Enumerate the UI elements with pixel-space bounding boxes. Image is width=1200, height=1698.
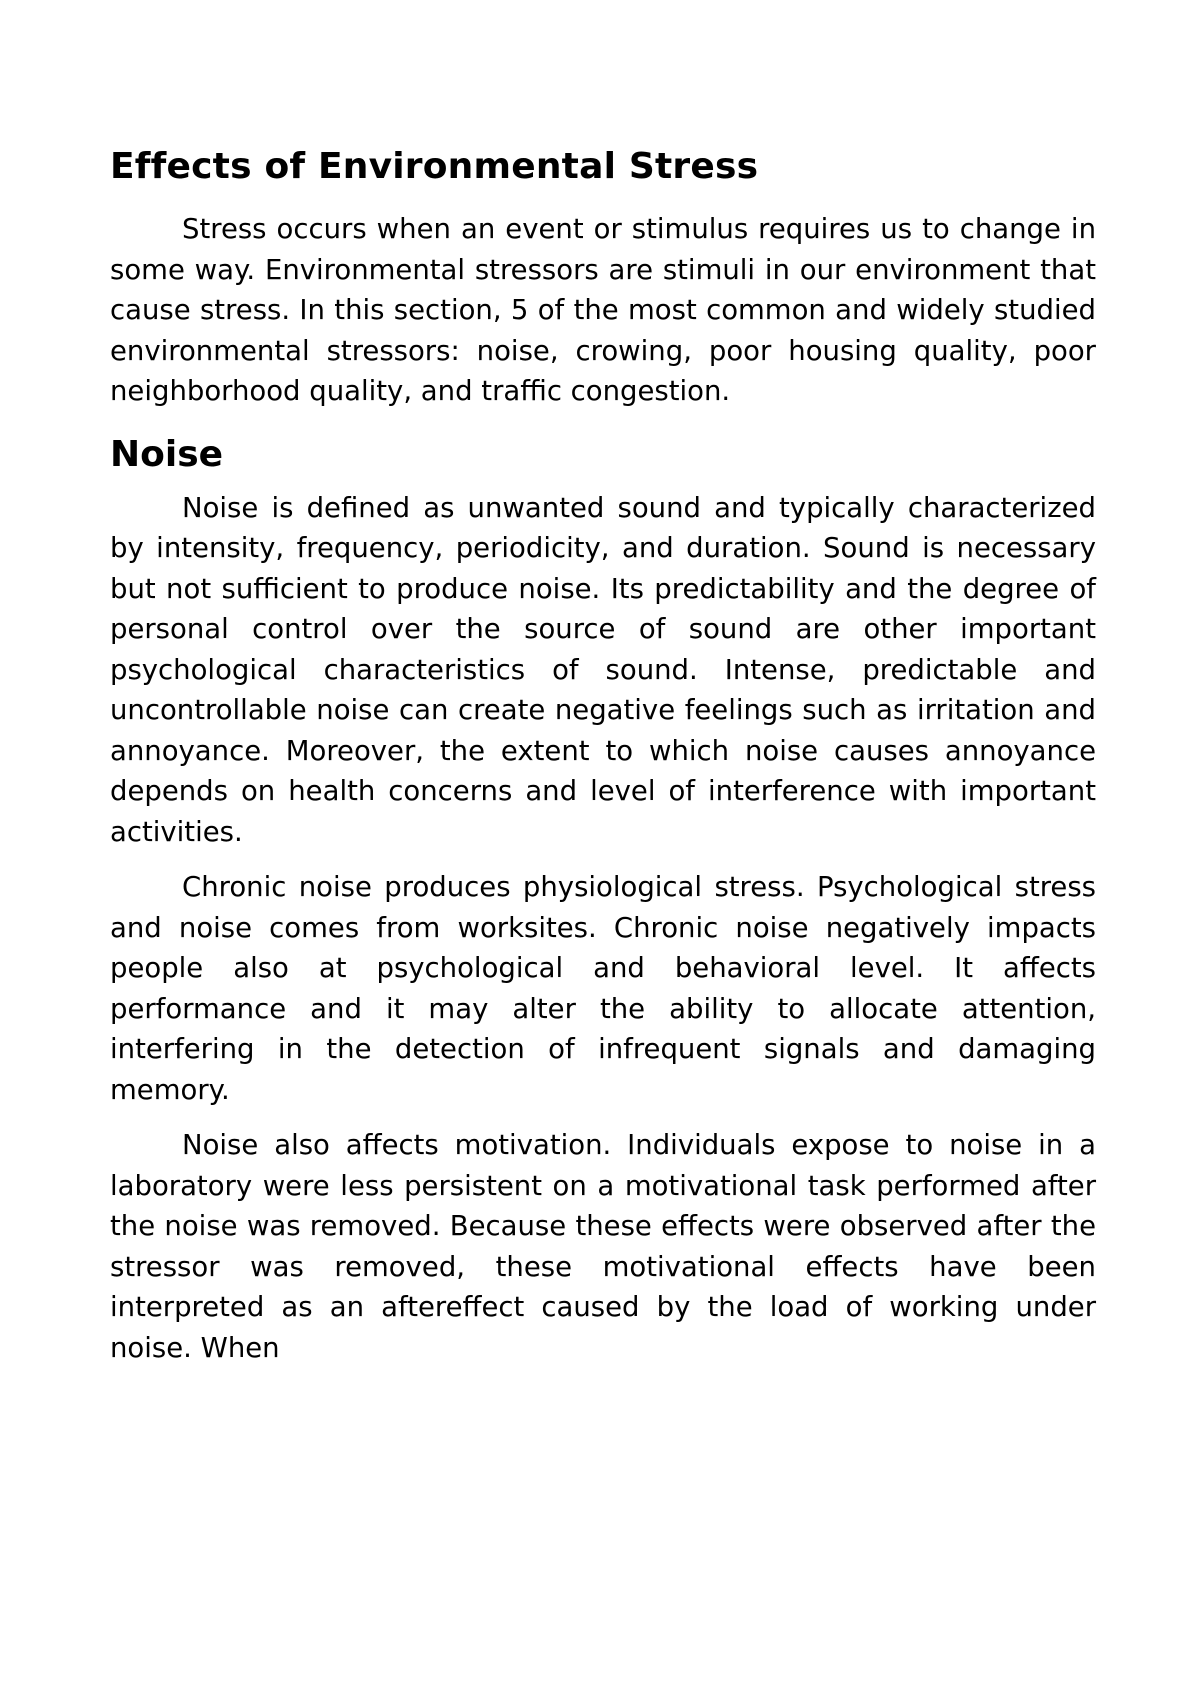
intro-paragraph: Stress occurs when an event or stimulus requires us to change in some way. Environmental stressors are stimuli in our environment that cause stress. In this section, 5 of the most common and widely studied environmental stressors: noise, crowing, poor housing quality, poor neighborhood quality, and traffic congestion. [110,213,1096,407]
document-page [110,138,1096,1383]
noise-paragraph-3: Noise also affects motivation. Individuals expose to noise in a laboratory were less persistent on a motivational task performed after the noise was removed. Because these effects were observed after the stressor was removed, these motivational effects have been interpreted as an aftereffect caused by the load of working under noise. When [110,1129,1096,1364]
noise-paragraph-1: Noise is defined as unwanted sound and typically characterized by intensity, frequency, periodicity, and duration. Sound is necessary but not sufficient to produce noise. Its predictability and the degree of personal control over the source of sound are other important psychological characteristics of sound. Intense, predictable and uncontrollable noise can create negative feelings such as irritation and annoyance. Moreover, the extent to which noise causes annoyance depends on health concerns and level of interference with important activities. [110,491,1096,848]
document-title: Effects of Environmental Stress [110,146,759,187]
noise-paragraph-2: Chronic noise produces physiological stress. Psychological stress and noise comes from worksites. Chronic noise negatively impacts people also at psychological and behavioral level. It affects performance and it may alter the ability to allocate attention, interfering in the detection of infrequent signals and damaging memory. [110,871,1096,1106]
section-heading-noise: Noise [110,433,224,475]
